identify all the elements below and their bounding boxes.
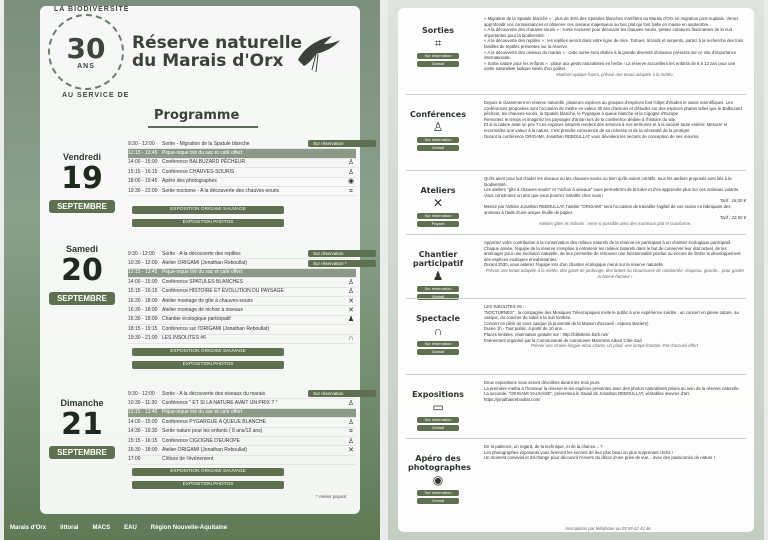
headphones-icon: ∩ xyxy=(433,324,443,338)
event-label: Conférence BALBUZARD PÊCHEUR xyxy=(162,159,246,166)
section-body xyxy=(484,16,746,78)
event-label: Atelier montage de nichoir à oiseaux xyxy=(162,307,243,314)
event-label: Conférence " ET SI LA NATURE AVAIT UN PRIX ? " xyxy=(162,400,278,407)
event-time: 12:15 - 13:45 xyxy=(128,150,158,157)
price-badge: Payant xyxy=(417,221,459,227)
inscriptions-phone: Inscriptions par téléphone au 05 59 42 43 46 xyxy=(565,526,651,531)
section-divider xyxy=(406,170,746,171)
body-line: Qu'ils aient pour but d'aider les oiseaux ou les chauves-souris ou bien qu'ils soient créatifs, tous les ateliers proposés sont liés à la biodiversité. xyxy=(484,176,732,187)
reservation-button[interactable]: Sur réservation xyxy=(308,140,376,147)
day-name: Vendredi xyxy=(62,152,101,162)
reservation-button[interactable]: Sur réservation xyxy=(417,286,459,292)
event-label: Pique-nique tiré du sac et café offert xyxy=(162,409,243,416)
section-title: Expositions xyxy=(412,390,464,399)
schedule-row xyxy=(128,168,356,177)
section-5-header xyxy=(408,390,468,431)
tools-icon: ✕ xyxy=(348,297,354,305)
reservation-button[interactable]: Sur réservation xyxy=(417,341,459,347)
day-saturday xyxy=(40,244,124,306)
event-label: Conférence HISTOIRE ET ÉVOLUTION DU PAYSAGE xyxy=(162,288,284,295)
body-line: Deux expositions vous seront dévoilées durant les trois jours. xyxy=(484,380,601,385)
expo-origami-pill: EXPOSITION ORIGAMI SAUVAGE xyxy=(132,206,284,214)
programme-heading: Programme xyxy=(154,108,240,123)
microphone-icon: ♙ xyxy=(432,120,444,134)
reservation-button[interactable]: Sur réservation xyxy=(308,250,376,257)
footnote: * Atelier payant xyxy=(316,494,347,499)
section-note: Matériel optique fourni, prévoir une tenue adaptée à la météo. xyxy=(556,71,674,77)
event-label: Apéro des photographes xyxy=(162,178,217,185)
day-month: SEPTEMBRE xyxy=(49,200,115,213)
event-time: 18:15 - 19:15 xyxy=(128,325,158,332)
event-time: 14:00 - 15:00 xyxy=(128,278,158,285)
expo-photos-pill: EXPOSITION PHOTOS xyxy=(132,481,284,489)
body-line: LES INSOLITES #6 : xyxy=(484,304,525,309)
worker-icon: ♟ xyxy=(432,269,444,283)
headphones-icon: ∩ xyxy=(348,335,354,343)
badge-arc-bottom: AU SERVICE DE xyxy=(62,92,130,99)
body-line: Tarif : 18,00 € xyxy=(719,198,746,204)
section-body xyxy=(484,176,746,226)
binoculars-icon: ⌗ xyxy=(349,187,353,195)
schedule-row xyxy=(128,149,356,158)
event-time: 9:30 - 12:00 xyxy=(128,140,155,147)
title-line-1: Réserve naturelle xyxy=(132,33,303,53)
expo-origami-pill: EXPOSITION ORIGAMI SAUVAGE xyxy=(132,348,284,356)
expo-photos-pill: EXPOSITION PHOTOS xyxy=(132,219,284,227)
body-line: Chaque année, l'équipe de la réserve s'emploie à entretenir les milieux naturels dans le but de conserver leur état actuel, de les aménager pour une évolution naturelle, de leur permettre de retrouver une fonctionnalité perdue ou encore de limiter le développement des espèces exotiques envahissantes. xyxy=(484,245,741,262)
price-badge: Gratuit xyxy=(417,61,459,67)
event-time: 12:15 - 13:45 xyxy=(128,269,158,276)
section-body xyxy=(484,100,746,139)
schedule-row xyxy=(128,446,356,455)
event-label: Sortie nocturne - A la découverte des chauves-souris xyxy=(162,187,280,194)
microphone-icon: ♙ xyxy=(347,437,355,445)
event-label: Conférence PYGARGUE A QUEUE BLANCHE xyxy=(162,418,266,425)
section-6-header xyxy=(408,454,471,504)
event-time: 19:30 - 21:00 xyxy=(128,335,158,342)
section-divider xyxy=(406,438,746,439)
body-line: Un moment convivial et d'échange pour découvrir l'envers du décor d'une prise de vue... avec des passionnés de nature ! xyxy=(484,455,715,461)
body-line: Concert en plein air sous casque (à proximité de la Maison d'accueil - espace Bazière) xyxy=(484,320,649,326)
schedule-row xyxy=(128,437,356,446)
friday-events xyxy=(128,140,356,196)
day-number: 21 xyxy=(61,407,103,442)
section-0-header xyxy=(408,26,468,67)
programme-underline xyxy=(148,126,258,128)
event-time: 17:00 xyxy=(128,456,141,463)
reservation-button[interactable]: Sur réservation xyxy=(308,390,376,397)
right-page xyxy=(388,0,764,540)
body-line: Depuis le classement en réserve naturelle, plusieurs espèces au groupes d'espèces font l'objet d'études et suivis scientifiques. Les conférences proposées sont l'occasion de mettre en valeur 30 ans d'actions et d'études sur des espèces phares telles que le Balbuzard pêcheur, les chauves-souris, la Spatule blanche, le Pygargue à queue blanche et la Cigogne d'Europe. xyxy=(484,100,742,117)
event-time: 16:30 - 18:00 xyxy=(128,316,158,323)
schedule-row xyxy=(128,399,356,408)
event-time: 10:30 - 11:30 xyxy=(128,400,158,407)
price-badge: Gratuit xyxy=(417,145,459,151)
logo-marais: Marais d'Orx xyxy=(10,525,47,531)
event-label: Sortie nature pour les enfants ( 8 ans/12 ans) xyxy=(162,428,263,435)
day-number: 19 xyxy=(61,161,103,196)
event-time: 14:00 - 15:00 xyxy=(128,159,158,166)
body-line: De la patience, un regard, de la technique, et de la chance... ? xyxy=(484,444,603,449)
schedule-row xyxy=(128,269,356,278)
reservation-button[interactable]: Sur réservation xyxy=(417,53,459,59)
body-line: Durée 1h - Tout public, à partir de 10 ans. xyxy=(484,326,563,332)
schedule-row xyxy=(128,288,356,297)
schedule-row xyxy=(128,178,356,187)
event-time: 10:30 - 12:00 xyxy=(128,260,158,267)
microphone-icon: ♙ xyxy=(347,288,355,296)
tools-icon: ✕ xyxy=(348,307,354,315)
price-badge: Gratuit xyxy=(417,425,459,431)
external-link[interactable]: https://jonathanreboullat.com/ xyxy=(484,396,541,402)
day-friday xyxy=(40,152,124,214)
section-title: Sorties xyxy=(422,26,454,35)
page-title xyxy=(132,34,302,70)
event-time: 9:30 - 12:00 xyxy=(128,390,155,397)
body-line: La première mettra à l'honneur la réserve et les espèces présentes avec des photos naturalistes prises au sein de la réserve naturelle. xyxy=(484,385,740,391)
section-divider xyxy=(406,298,746,299)
section-1-header xyxy=(408,110,468,151)
badge-number: 30 xyxy=(66,31,106,65)
day-month: SEPTEMBRE xyxy=(49,292,115,305)
microphone-icon: ♙ xyxy=(347,278,355,286)
tools-icon: ✕ xyxy=(432,196,444,210)
logo-region: Région Nouvelle-Aquitaine xyxy=(150,525,228,531)
price-badge: Gratuit xyxy=(417,349,459,355)
microphone-icon: ♙ xyxy=(347,418,355,426)
event-label: Conférence CIGOGNE D'EUROPE xyxy=(162,437,240,444)
event-time: 19:30 - 22:00 xyxy=(128,187,158,194)
body-line: Durant 2h30, vous aiderez l'équipe lors d'un chantier écologique mené sur la réserve naturelle. xyxy=(484,262,665,268)
schedule-row xyxy=(128,456,356,465)
event-label: Chantier écologique participatif xyxy=(162,316,231,323)
anniversary-badge xyxy=(48,14,124,90)
event-time: 18:00 - 19:45 xyxy=(128,178,158,185)
partner-logos xyxy=(10,518,380,538)
event-label: Atelier ORIGAMI (Jonathan Reboullat) xyxy=(162,260,248,267)
badge-ans: ANS xyxy=(77,62,95,70)
section-title: Ateliers xyxy=(420,186,456,195)
event-label: Conférence sur l'ORIGAMI (Jonathan Reboullat) xyxy=(162,325,270,332)
event-label: Pique-nique tiré du sac et café offert xyxy=(162,269,243,276)
logo-littoral: littoral xyxy=(60,525,79,531)
price-badge: Gratuit xyxy=(417,294,459,300)
day-name: Dimanche xyxy=(60,398,104,408)
easel-icon: ▭ xyxy=(432,400,444,414)
badge-arc-top: LA BIODIVERSITÉ xyxy=(54,6,130,13)
event-label: Sortie - A la découverte des oiseaux du marais xyxy=(162,390,266,397)
event-time: 16:30 - 18:00 xyxy=(128,307,158,314)
body-line: Les photographes exposants vous livreront les secrets de leur plus beau ou plus surprenant cliché ! xyxy=(484,449,674,455)
section-body xyxy=(484,240,746,279)
section-title: Spectacle xyxy=(416,314,460,323)
body-line: Menez par l'artiste Jonathan REBOULLAT, l'atelier "ORIGAMI" sera l'occasion de travailler l'agilité de vos mains en fabriquant des animaux à l'aide d'une unique feuille de papier. xyxy=(484,203,731,215)
event-label: Atelier montage de gîte à chauves-souris xyxy=(162,297,253,304)
body-line: Evènement organisé par la Communauté de communes Maremne Adour Côte-Sud xyxy=(484,337,642,343)
event-label: Conférence SPATULES BLANCHES xyxy=(162,278,243,285)
section-title: Conférences xyxy=(410,110,466,119)
event-time: 15:15 - 16:15 xyxy=(128,288,158,295)
schedule-row xyxy=(128,297,356,306)
camera-icon: ◉ xyxy=(432,473,444,487)
section-title: Apéro des photographes xyxy=(408,454,471,472)
schedule-row xyxy=(128,306,356,315)
body-line: « A la découverte des reptiles » : les reptiles seront dans votre ligne de mire. Tortues, lézards et serpents, partez à la recherche des trois familles de reptiles présentes sur la réserve. xyxy=(484,38,744,49)
schedule-row xyxy=(128,325,356,334)
reservation-star-button[interactable]: Sur réservation * xyxy=(308,260,376,267)
event-time: 16:30 - 18:00 xyxy=(128,447,158,454)
logo-eau: EAU xyxy=(124,525,137,531)
body-line: « Migration de la Spatule blanche » : plus de 30% des Spatules blanches s'arrêtent au Marais d'Orx en migration post-nuptiale. Venez approfondir vos connaissances et observer ces oiseaux majestueux au bec plat qui font halte en masse en septembre. xyxy=(484,16,739,27)
body-line: La seconde, "ORIGAMI SAUVAGE", présentera le travail de Jonathan REBOULLAT, véritables œuvres d'art. xyxy=(484,391,690,397)
tools-icon: ✕ xyxy=(348,447,354,455)
section-body xyxy=(484,444,746,461)
expo-photos-pill: EXPOSITION PHOTOS xyxy=(132,361,284,369)
event-label: LES INSOLITES #6 xyxy=(162,335,206,342)
reservation-button[interactable]: Sur réservation xyxy=(417,417,459,423)
body-line: Apportez votre contribution à la conservation des milieux naturels de la réserve en participant à un chantier écologique participatif. xyxy=(484,240,732,245)
event-time: 14:00 - 15:00 xyxy=(128,418,158,425)
event-label: Atelier ORIGAMI (Jonathan Reboullat) xyxy=(162,447,248,454)
body-line: "NOCTURNES" : la compagnie des Musiques Télescopiques invite le public à une expérience inédite : un concert en pleine nature, au casque, du coucher du soleil à la nuit tombée. xyxy=(484,309,739,321)
body-line: Remontez le temps et imaginez les paysages d'antan lors de la conférence dédiée à l'histoire du site. xyxy=(484,116,677,122)
event-label: Sortie - Migration de la Spatule blanche xyxy=(162,140,250,147)
body-line: Durant la conférence ORIGAMI, Jonathan REBOULLAT vous dévoilera les secrets de conception de ses œuvres. xyxy=(484,133,700,139)
microphone-icon: ♙ xyxy=(347,168,355,176)
body-line: « Sortie nature pour les enfants » : place aux petits naturalistes en herbe ! La réserve accueillera les enfants de 8 à 12 ans pour une sortie naturaliste ludique suivie d'un goûter. xyxy=(484,60,736,72)
section-title: Chantier participatif xyxy=(412,250,464,268)
section-2-header xyxy=(408,186,468,227)
day-sunday xyxy=(40,398,124,460)
day-month: SEPTEMBRE xyxy=(49,446,115,459)
expo-origami-pill: EXPOSITION ORIGAMI SAUVAGE xyxy=(132,468,284,476)
reservation-button[interactable]: Sur réservation xyxy=(417,490,459,496)
body-line: Et si la nature avait un prix ? Les espaces naturels rendent des services à nos territoires et à la société toute entière. Mesurer et reconnaître une valeur à la nature, c'est prendre conscience de sa richesse et de la nécessité de la protéger. xyxy=(484,122,728,133)
reservation-button[interactable]: Sur réservation xyxy=(417,213,459,219)
event-label: Clôture de l'évènement xyxy=(162,456,214,463)
event-time: 15:15 - 16:15 xyxy=(128,168,158,175)
schedule-row xyxy=(128,418,356,427)
event-time: 16:30 - 18:00 xyxy=(128,297,158,304)
section-body xyxy=(484,304,746,349)
section-divider xyxy=(406,94,746,95)
body-line: Tarif : 22,50 € xyxy=(719,215,746,221)
binoculars-icon: ⌗ xyxy=(434,36,442,50)
sunday-events xyxy=(128,390,356,465)
schedule-row xyxy=(128,187,356,196)
section-note: Prévoir une tenue adaptée à la météo, des gants de jardinage, des bottes ou chaussures de randonnée, chapeau, gourde... pour garder la bonne humeur ! xyxy=(485,267,745,279)
price-badge: Gratuit xyxy=(417,498,459,504)
spoonbill-icon xyxy=(294,30,342,74)
camera-icon: ◉ xyxy=(347,178,355,186)
event-time: 14:30 - 16:30 xyxy=(128,428,158,435)
worker-icon: ♟ xyxy=(347,316,355,324)
schedule-row xyxy=(128,159,356,168)
left-page xyxy=(4,0,380,540)
title-line-2: du Marais d'Orx xyxy=(132,51,284,71)
schedule-row xyxy=(128,428,356,437)
body-line: Places limitées, réservation gratuite sur : http://billetterie.bsrb.net/ xyxy=(484,331,609,337)
section-divider xyxy=(406,234,746,235)
event-label: Sortie - A la découverte des reptiles xyxy=(162,250,241,257)
event-time: 9:30 - 12:00 xyxy=(128,250,155,257)
microphone-icon: ♙ xyxy=(347,400,355,408)
reservation-button[interactable]: Sur réservation xyxy=(417,137,459,143)
day-name: Samedi xyxy=(65,244,98,254)
section-4-header xyxy=(408,314,468,355)
day-number: 20 xyxy=(61,253,103,288)
section-body xyxy=(484,380,746,402)
event-label: Pique-nique tiré du sac et café offert xyxy=(162,150,243,157)
schedule-row xyxy=(128,409,356,418)
section-divider xyxy=(406,374,746,375)
event-time: 15:15 - 16:15 xyxy=(128,437,158,444)
section-note: Ateliers gîtes et nichoirs : venir si possible avec des marteaux plat et cruciforme. xyxy=(538,220,692,226)
logo-macs: MACS xyxy=(92,525,111,531)
body-line: « A la découverte des chauves-souris » : sortie nocturne pour découvrir les chauves-souris, petites créatures fascinantes de la nuit importantes pour la biodiversité. xyxy=(484,27,732,38)
body-line: « A la découverte des oiseaux du marais » : cette sortie sera dédiée à la grande diversité d'oiseaux présents sur ce site d'importance internationale. xyxy=(484,49,737,61)
body-line: Les ateliers "gîte à chauves-souris" et "nichoir à oiseaux" vous permettront de bricoler et d'en apprendre plus sur ces animaux volants. Vous construirez un abri que vous pourrez installer chez vous ! xyxy=(484,187,740,198)
schedule-row xyxy=(128,278,356,287)
binoculars-icon: ⌗ xyxy=(349,428,353,436)
section-note: Prévoir une chaise longue et/ou chaise, un plaid, une lampe frontale. Pot d'accueil offert. xyxy=(530,343,700,349)
schedule-row xyxy=(128,335,356,344)
event-label: Conférence CHAUVES-SOURIS xyxy=(162,168,235,175)
schedule-row xyxy=(128,316,356,325)
event-time: 12:15 - 13:45 xyxy=(128,409,158,416)
section-3-header xyxy=(408,250,468,300)
microphone-icon: ♙ xyxy=(347,159,355,167)
